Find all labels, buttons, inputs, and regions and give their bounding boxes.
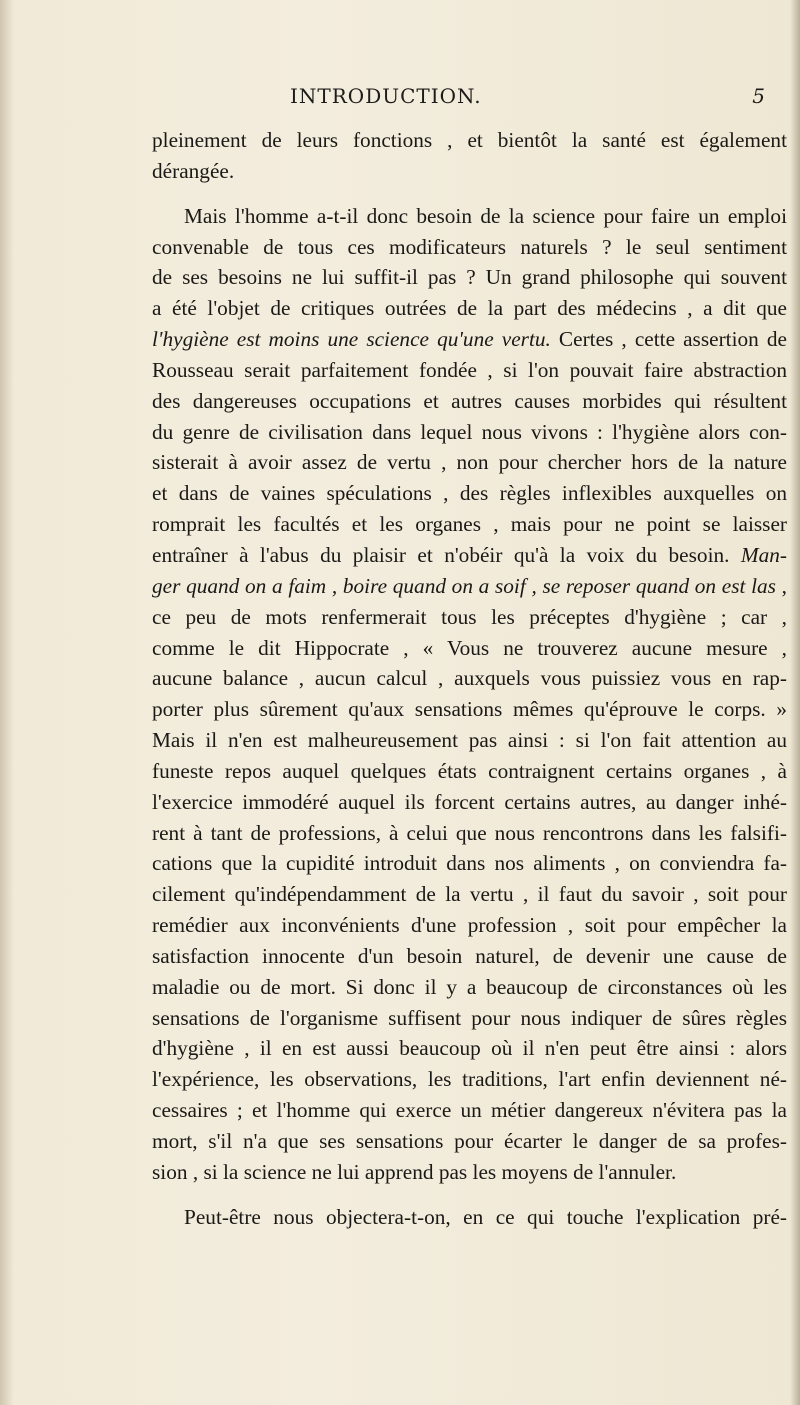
text-line: sisterait à avoir assez de vertu , non pour chercher hors de la nature [152,450,787,475]
page-number: 5 [752,84,765,108]
text-line: du genre de civilisation dans lequel nous vivons : l'hygiène alors con- [152,419,787,444]
body-text [152,125,787,1233]
text-line: funeste repos auquel quelques états contraignent certains organes , à [152,758,787,783]
paragraph-2 [152,201,787,1188]
italic-quote: l'hygiène est moins une science qu'une vertu. [152,327,551,352]
running-head [150,84,795,114]
text-line: sion , si la science ne lui apprend pas les moyens de l'annuler. [152,1159,677,1184]
text-line: Mais il n'en est malheureusement pas ainsi : si l'on fait attention au [152,728,787,753]
text-line: aucune balance , aucun calcul , auxquels vous puissiez vous en rap- [152,666,787,691]
text-line: cilement qu'indépendamment de la vertu , il faut du savoir , soit pour [152,882,787,907]
gutter-shadow [0,0,14,1405]
italic-maxim: Man- [740,542,787,567]
text-line: rent à tant de professions, à celui que nous rencontrons dans les falsifi- [152,820,787,845]
text-line: cessaires ; et l'homme qui exerce un métier dangereux n'évitera pas la [152,1098,787,1123]
text-line: l'hygiène est moins une science qu'une vertu. Certes , cette assertion de [152,327,787,352]
text-line: sensations de l'organisme suffisent pour nous indiquer de sûres règles [152,1005,787,1030]
paragraph-3 [152,1202,787,1233]
text-line: mort, s'il n'a que ses sensations pour écarter le danger de sa profes- [152,1129,787,1153]
text-line: Rousseau serait parfaitement fondée , si l'on pouvait faire abstraction [152,357,787,382]
text-line: ce peu de mots renfermerait tous les préceptes d'hygiène ; car , [152,604,787,629]
text-line: Peut-être nous objectera-t-on, en ce qui touche l'explication pré- [184,1204,787,1229]
running-title: INTRODUCTION. [290,84,482,108]
text-line: dérangée. [152,158,235,183]
text-line: des dangereuses occupations et autres causes morbides qui résultent [152,388,787,413]
text-line: remédier aux inconvénients d'une profession , soit pour empêcher la [152,913,787,938]
text-line: pleinement de leurs fonctions , et bientôt la santé est également [152,128,787,152]
text-line: l'exercice immodéré auquel ils forcent certains autres, au danger inhé- [152,789,787,814]
text-line: a été l'objet de critiques outrées de la part des médecins , a dit que [152,296,787,321]
text-line: l'expérience, les observations, les traditions, l'art enfin deviennent né- [152,1067,787,1092]
text-line: Mais l'homme a-t-il donc besoin de la science pour faire un emploi [184,203,787,228]
text-line: entraîner à l'abus du plaisir et n'obéir qu'à la voix du besoin. Man- [152,542,787,567]
text-line: cations que la cupidité introduit dans nos aliments , on conviendra fa- [152,851,787,876]
paragraph-1 [152,125,787,187]
text-line: comme le dit Hippocrate , « Vous ne trouverez aucune mesure , [152,635,787,660]
text-line: porter plus sûrement qu'aux sensations mêmes qu'éprouve le corps. » [152,697,787,722]
text-line: d'hygiène , il en est aussi beaucoup où il n'en peut être ainsi : alors [152,1036,787,1061]
text-line: maladie ou de mort. Si donc il y a beaucoup de circonstances où les [152,974,787,999]
page-edge [790,0,800,1405]
text-line: ger quand on a faim , boire quand on a soif , se reposer quand on est las , [152,573,787,598]
text-line: satisfaction innocente d'un besoin naturel, de devenir une cause de [152,943,787,968]
text-line: de ses besoins ne lui suffit-il pas ? Un grand philosophe qui souvent [152,265,787,290]
text-line: convenable de tous ces modificateurs naturels ? le seul sentiment [152,234,787,259]
italic-maxim: ger quand on a faim , boire quand on a soif , se reposer quand on est las [152,573,776,598]
text-line: et dans de vaines spéculations , des règles inflexibles auxquelles on [152,481,787,506]
text-line: romprait les facultés et les organes , mais pour ne point se laisser [152,512,787,537]
